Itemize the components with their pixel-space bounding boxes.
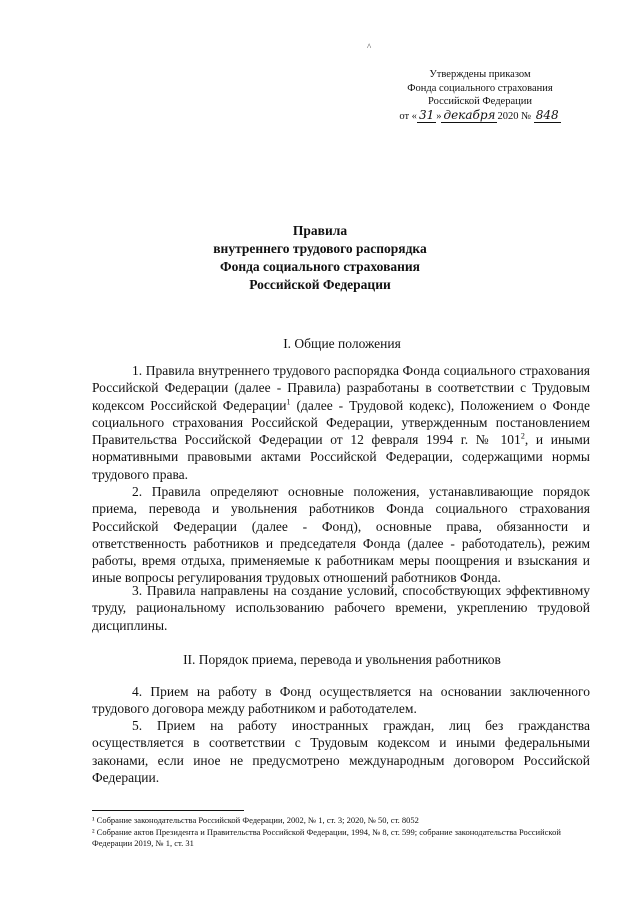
approval-line-3: Российской Федерации bbox=[428, 96, 532, 107]
footnote-2: ² Собрание актов Президента и Правительства Российской Федерации, 1994, № 8, ст. 599; собрание законодательства Российской Федерации 2019, № 1, ст. 31 bbox=[92, 826, 561, 848]
paragraph-2: 2. Правила определяют основные положения, устанавливающие порядок приема, перевода и увольнения работников Фонда социального страхования Российской Федерации (далее - Фонд), основные права, обязанности и ответственность работников и председателя Фонда (далее - работодатель), режим работы, время отдыха, применяемые к работникам меры поощрения и взыскания и иные вопросы регулирования трудовых отношений работников Фонда. bbox=[92, 484, 590, 586]
date-prefix: от « bbox=[399, 110, 417, 122]
handwritten-day: 31 bbox=[418, 107, 435, 122]
handwritten-month: декабря bbox=[443, 107, 496, 122]
approval-stamp bbox=[380, 68, 580, 123]
paragraph-4: 4. Прием на работу в Фонд осуществляется на основании заключенного трудового договора между работником и работодателем. bbox=[92, 684, 590, 717]
paragraph-1-part-b: (далее - Трудовой кодекс), Положением о Фонде социального страхования Российской Федерации, утвержденным постановлением Правительства Российской Федерации от 12 февраля 1994 г. № 101 bbox=[92, 397, 590, 448]
section-heading-1: I. Общие положения bbox=[283, 336, 401, 351]
date-mid: » bbox=[436, 110, 442, 122]
approval-line-1: Утверждены приказом bbox=[429, 69, 531, 80]
footnote-divider bbox=[92, 810, 244, 811]
footnote-ref-1: 1 bbox=[286, 397, 291, 407]
date-year: 2020 № bbox=[497, 110, 532, 122]
title-line-2: внутреннего трудового распорядка bbox=[213, 241, 427, 256]
title-line-4: Российской Федерации bbox=[249, 277, 391, 292]
approval-date-line bbox=[380, 109, 580, 124]
paragraph-1-part-c: , и иными нормативными правовыми актами Российской Федерации, содержащими нормы трудового права. bbox=[92, 432, 591, 482]
paragraph-1-part-a: 1. Правила внутреннего трудового распорядка Фонда социального страхования Российской Федерации (далее - Правила) разработаны в соответствии с Трудовым кодексом Российской Федерации bbox=[92, 363, 590, 413]
document-title bbox=[120, 222, 520, 294]
scan-mark: ^ bbox=[367, 42, 372, 52]
footnote-ref-2: 2 bbox=[520, 431, 525, 441]
paragraph-3: 3. Правила направлены на создание условий, способствующих эффективному труду, рациональному использованию рабочего времени, укреплению трудовой дисциплины. bbox=[92, 583, 590, 633]
approval-line-2: Фонда социального страхования bbox=[407, 82, 553, 94]
paragraph-1 bbox=[92, 362, 590, 483]
title-line-3: Фонда социального страхования bbox=[219, 259, 420, 274]
section-heading-2: II. Порядок приема, перевода и увольнения работников bbox=[183, 652, 501, 667]
handwritten-number: 848 bbox=[535, 107, 559, 122]
footnotes bbox=[92, 815, 590, 850]
title-line-1: Правила bbox=[292, 223, 348, 238]
paragraph-5: 5. Прием на работу иностранных граждан, лиц без гражданства осуществляется в соответствии с Трудовым кодексом и иными федеральными законами, если иное не предусмотрено международным договором Российской Федерации. bbox=[92, 718, 590, 785]
footnote-1: ¹ Собрание законодательства Российской Федерации, 2002, № 1, ст. 3; 2020, № 50, ст. 8052 bbox=[92, 815, 419, 825]
